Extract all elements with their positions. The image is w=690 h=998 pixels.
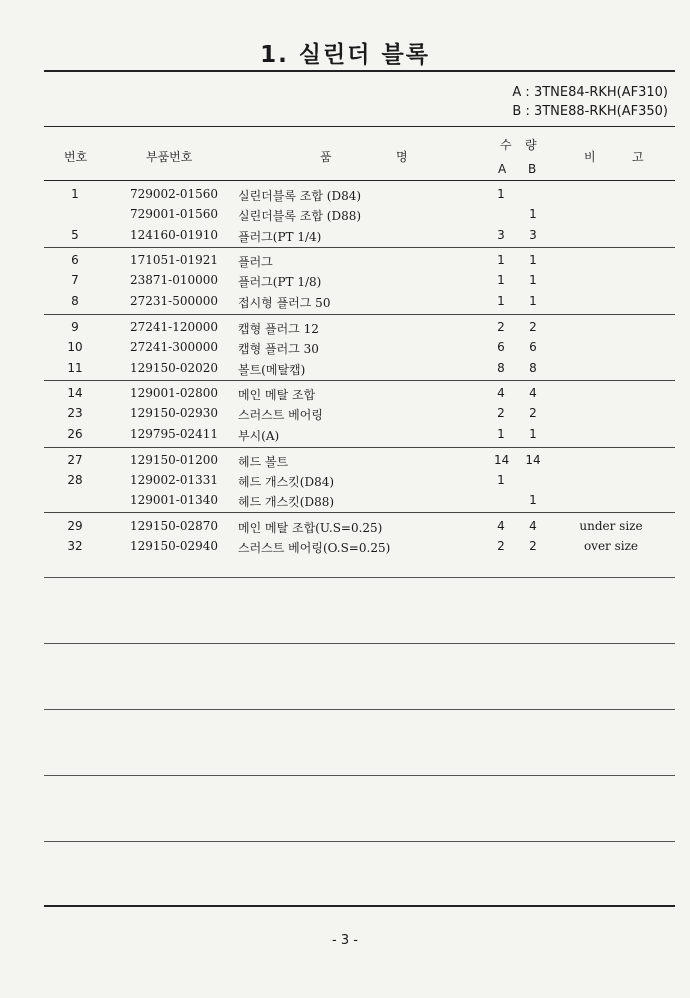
qty-b: 6: [529, 340, 537, 354]
header-qty-a: A: [498, 162, 507, 176]
part-number: 27241-120000: [130, 320, 219, 334]
part-number: 729001-01560: [130, 207, 219, 221]
part-number: 27231-500000: [130, 294, 219, 308]
qty-b: 1: [529, 294, 537, 308]
qty-b: 1: [529, 207, 537, 221]
divider-2: [44, 643, 675, 644]
header-qty-1: 수: [500, 138, 512, 152]
part-name: 실린더블록 조합 (D88): [238, 209, 362, 223]
row-number: 29: [67, 519, 83, 533]
row-number: 10: [67, 340, 83, 354]
header-no: 번호: [64, 150, 88, 164]
qty-b: 2: [529, 406, 537, 420]
qty-b: 14: [525, 453, 541, 467]
header-part-no: 부품번호: [146, 150, 193, 164]
part-number: 129150-02870: [130, 519, 219, 533]
qty-b: 4: [529, 519, 537, 533]
header-remark-1: 비: [584, 150, 596, 164]
remark: over size: [583, 539, 639, 553]
group-rule-2: [44, 314, 675, 315]
qty-a: 6: [497, 340, 505, 354]
model-b-label: B : 3TNE88-RKH(AF350): [512, 104, 668, 119]
row-number: 8: [71, 294, 79, 308]
part-name: 부시(A): [238, 429, 280, 443]
header-remark-2: 고: [632, 150, 644, 164]
divider-3: [44, 709, 675, 710]
part-number: 23871-010000: [130, 273, 219, 287]
part-number: 129150-01200: [130, 453, 219, 467]
part-name: 볼트(메탈캡): [238, 363, 306, 377]
remark: under size: [579, 519, 643, 533]
qty-a: 8: [497, 361, 505, 375]
header-qty-2: 량: [525, 138, 537, 152]
header-name-2: 명: [396, 150, 408, 164]
header-rule: [44, 180, 675, 181]
part-number: 124160-01910: [130, 228, 219, 242]
row-number: 11: [67, 361, 83, 375]
part-name: 헤드 개스킷(D84): [238, 475, 335, 489]
part-name: 헤드 개스킷(D88): [238, 495, 335, 509]
qty-b: 2: [529, 320, 537, 334]
qty-a: 3: [497, 228, 505, 242]
qty-a: 1: [497, 427, 505, 441]
row-number: 1: [71, 187, 79, 201]
qty-b: 4: [529, 386, 537, 400]
part-number: 729002-01560: [130, 187, 219, 201]
qty-b: 8: [529, 361, 537, 375]
part-name: 메인 메탈 조합: [238, 388, 316, 402]
divider-4: [44, 775, 675, 776]
row-number: 14: [67, 386, 83, 400]
qty-a: 2: [497, 320, 505, 334]
part-name: 캡형 플러그 12: [238, 322, 319, 336]
row-number: 26: [67, 427, 83, 441]
part-number: 129001-02800: [130, 386, 219, 400]
part-name: 플러그(PT 1/4): [238, 230, 322, 244]
row-number: 6: [71, 253, 79, 267]
part-name: 플러그(PT 1/8): [238, 275, 322, 289]
qty-a: 4: [497, 386, 505, 400]
part-number: 129001-01340: [130, 493, 219, 507]
qty-b: 1: [529, 427, 537, 441]
qty-a: 1: [497, 187, 505, 201]
title-rule: [44, 70, 675, 72]
group-rule-5: [44, 512, 675, 513]
part-name: 캡형 플러그 30: [238, 342, 319, 356]
part-number: 129150-02020: [130, 361, 219, 375]
divider-1: [44, 577, 675, 578]
qty-a: 4: [497, 519, 505, 533]
group-rule-1: [44, 247, 675, 248]
part-name: 스러스트 베어링: [238, 408, 323, 422]
page-title: 1. 실린더 블록: [260, 42, 430, 68]
qty-b: 2: [529, 539, 537, 553]
qty-a: 2: [497, 539, 505, 553]
row-number: 28: [67, 473, 83, 487]
part-name: 스러스트 베어링(O.S=0.25): [238, 541, 391, 555]
part-number: 129150-02940: [130, 539, 219, 553]
bottom-rule: [44, 905, 675, 907]
group-rule-3: [44, 380, 675, 381]
table-top-rule: [44, 126, 675, 127]
row-number: 23: [67, 406, 83, 420]
divider-5: [44, 841, 675, 842]
row-number: 32: [67, 539, 83, 553]
qty-b: 3: [529, 228, 537, 242]
part-number: 129150-02930: [130, 406, 219, 420]
qty-b: 1: [529, 493, 537, 507]
part-number: 129795-02411: [130, 427, 219, 441]
part-name: 헤드 볼트: [238, 455, 289, 469]
qty-a: 1: [497, 273, 505, 287]
part-name: 플러그: [238, 255, 273, 269]
part-number: 171051-01921: [130, 253, 219, 267]
row-number: 27: [67, 453, 83, 467]
page-number: - 3 -: [332, 933, 358, 948]
part-name: 접시형 플러그 50: [238, 296, 331, 310]
part-name: 실린더블록 조합 (D84): [238, 189, 362, 203]
qty-a: 1: [497, 294, 505, 308]
part-number: 129002-01331: [130, 473, 219, 487]
qty-b: 1: [529, 253, 537, 267]
model-a-label: A : 3TNE84-RKH(AF310): [512, 85, 668, 100]
header-qty-b: B: [528, 162, 537, 176]
qty-a: 1: [497, 473, 505, 487]
qty-a: 14: [494, 453, 510, 467]
part-name: 메인 메탈 조합(U.S=0.25): [238, 521, 383, 535]
row-number: 9: [71, 320, 79, 334]
qty-a: 1: [497, 253, 505, 267]
qty-a: 2: [497, 406, 505, 420]
group-rule-4: [44, 447, 675, 448]
header-name-1: 품: [320, 150, 332, 164]
row-number: 5: [71, 228, 79, 242]
qty-b: 1: [529, 273, 537, 287]
part-number: 27241-300000: [130, 340, 219, 354]
row-number: 7: [71, 273, 79, 287]
